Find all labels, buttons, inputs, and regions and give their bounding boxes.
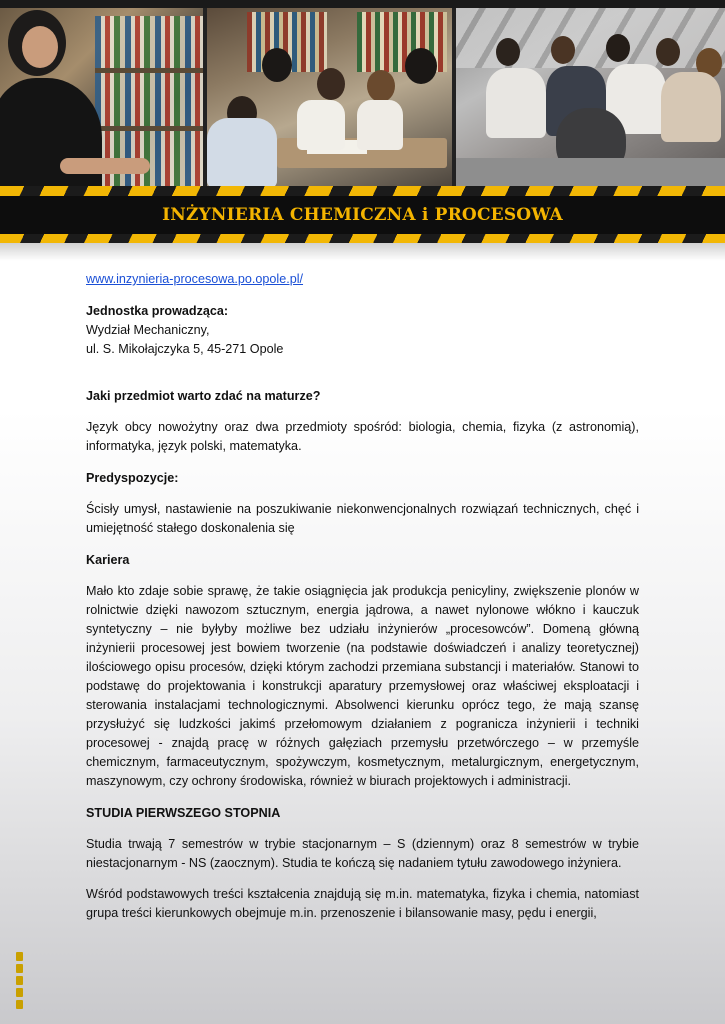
predispositions-heading: Predyspozycje: — [86, 471, 179, 485]
hazard-stripe-bottom — [0, 234, 725, 243]
side-decoration — [16, 952, 23, 1012]
title-band — [0, 196, 725, 234]
career-heading: Kariera — [86, 553, 130, 567]
unit-name: Wydział Mechaniczny, — [86, 323, 210, 337]
curriculum-text: Wśród podstawowych treści kształcenia znajdują się m.in. matematyka, fizyka i chemia, natomiast grupa treści kierunkowych obejmuje m.in. przenoszenie i bilansowanie masy, pędu i energii, — [86, 887, 639, 920]
classroom-photo — [207, 8, 452, 186]
career-text: Mało kto zdaje sobie sprawę, że takie osiągnięcia jak produkcja penicyliny, zwiększenie plonów w rolnictwie dzięki nawozom sztucznym, energia jądrowa, a nawet nylonowe włókno i kauczuk syntetyczny – nie byłyby możliwe bez udziału inżynierów „procesowców”. Domeną główną inżynierii procesowej jest bowiem tworzenie (na podstawie doświadczeń i analizy teoretycznej) ilościowego opisu procesów, dzięki którym zachodzi przemiana substancji i materiałów. Stanowi to podstawę do projektowania i konstrukcji aparatury przemysłowej oraz właściwej eksploatacji i sterowania instalacjami technologicznymi. Absolwenci kierunku oprócz tego, że mają szansę przysłużyć się ludzkości jakimś przełomowym działaniem z pogranicza inżynierii i techniki procesowej - znajdą pracę w różnych gałęziach przemysłu przetwórczego – w przemyśle chemicznym, farmaceutycznym, spożywczym, kosmetycznym, metalurgicznym, energetycznym, maszynowym, czy ochrony środowiska, również w biurach projektowych i administracji. — [86, 584, 639, 788]
top-edge-bar — [0, 0, 725, 8]
exam-text: Język obcy nowożytny oraz dwa przedmioty spośród: biologia, chemia, fizyka (z astronomią), informatyka, język polski, matematyka. — [86, 420, 639, 453]
studies-text: Studia trwają 7 semestrów w trybie stacjonarnym – S (dziennym) oraz 8 semestrów w trybie niestacjonarnym - NS (zaocznym). Studia te kończą się nadaniem tytułu zawodowego inżyniera. — [86, 837, 639, 870]
exam-heading: Jaki przedmiot warto zdać na maturze? — [86, 389, 321, 403]
faculty-website-link[interactable]: www.inzynieria-procesowa.po.opole.pl/ — [86, 272, 304, 286]
page-title: INŻYNIERIA CHEMICZNA i PROCESOWA — [162, 205, 563, 225]
band-shadow — [0, 243, 725, 261]
unit-address: ul. S. Mikołajczyka 5, 45-271 Opole — [86, 342, 284, 356]
unit-heading: Jednostka prowadząca: — [86, 304, 229, 318]
students-group-photo — [456, 8, 725, 186]
studies-heading: STUDIA PIERWSZEGO STOPNIA — [86, 806, 281, 820]
document-body — [86, 270, 639, 923]
hazard-stripe-top — [0, 186, 725, 196]
student-photo — [0, 8, 203, 186]
predispositions-text: Ścisły umysł, nastawienie na poszukiwanie niekonwencjonalnych rozwiązań technicznych, chęć i umiejętność stałego doskonalenia się — [86, 502, 639, 535]
